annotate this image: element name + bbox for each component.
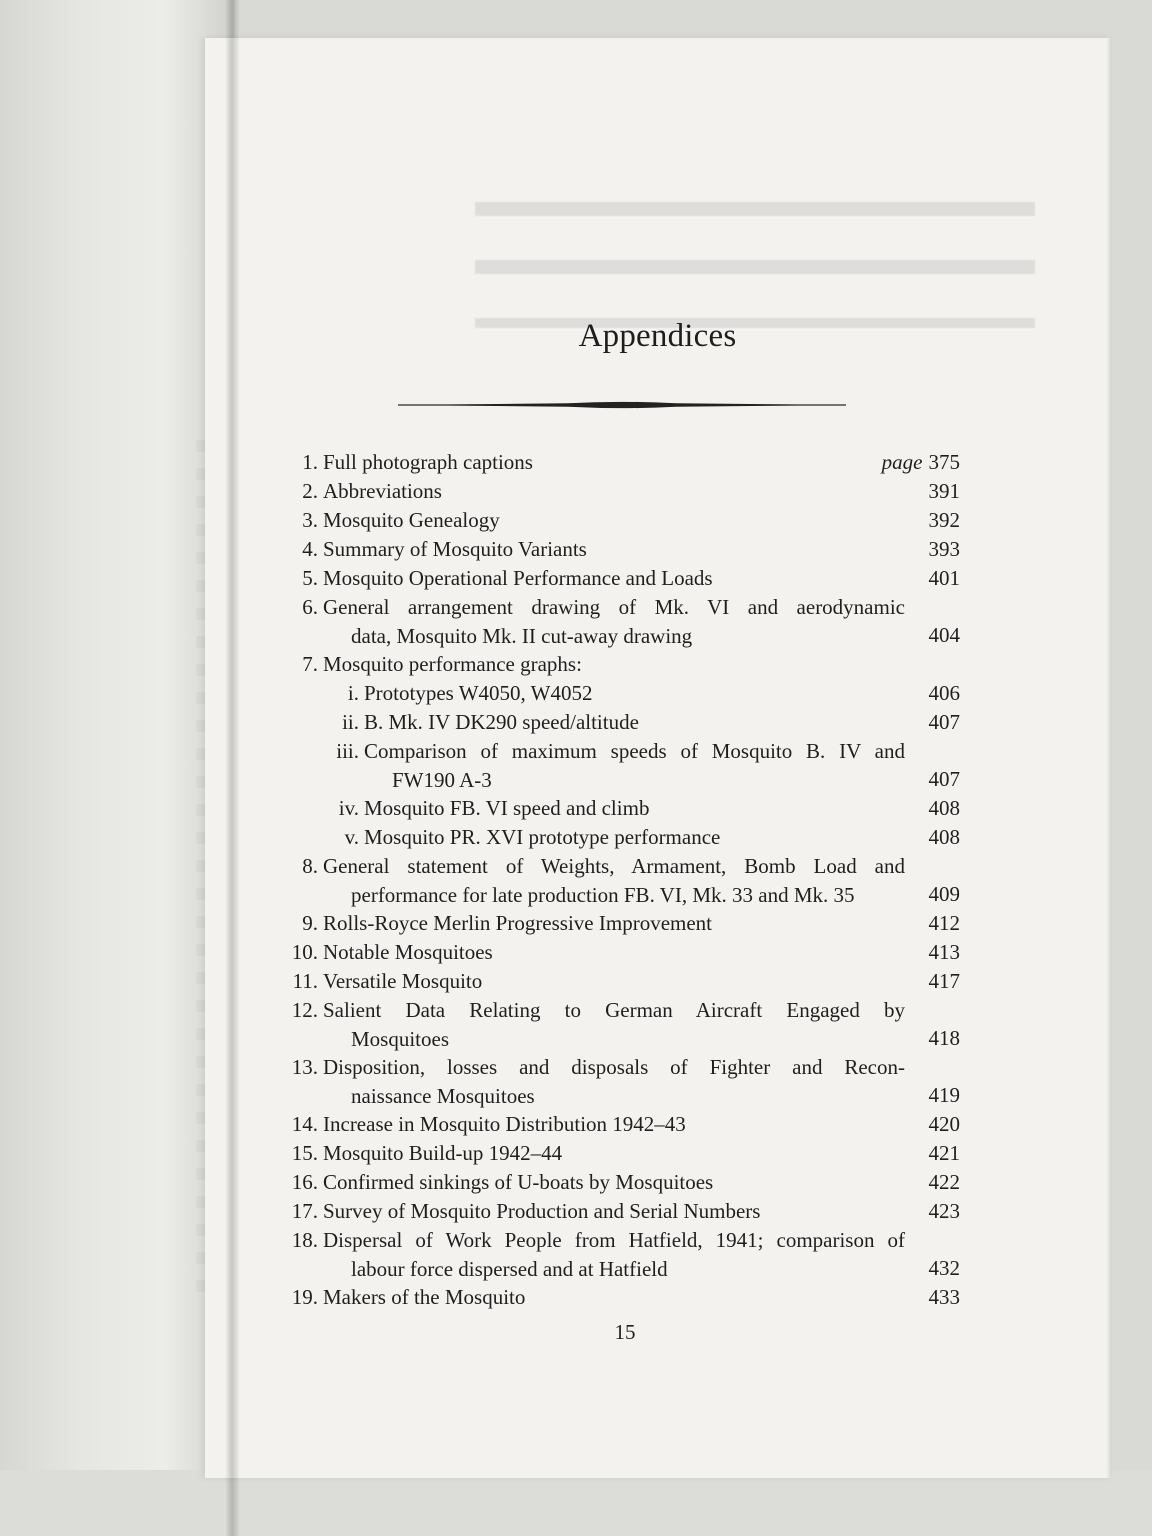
entry-page-number: [929, 1197, 961, 1226]
entry-number: 18.: [291, 1228, 318, 1252]
entry-title-line: Versatile Mosquito: [323, 969, 483, 993]
entry-number: 5.: [302, 566, 318, 590]
entry-title: [323, 477, 905, 506]
entry-page-number: [929, 679, 961, 708]
page-value: 422: [928, 1170, 960, 1194]
ornamental-rule: [398, 398, 846, 412]
entry-title: [323, 1197, 905, 1226]
entry-page-number: [929, 938, 961, 967]
entry-title-line: Salient Data Relating to German Aircraft Engaged by: [323, 998, 905, 1022]
contents-entry: [278, 794, 968, 823]
entry-page-number: [929, 880, 961, 909]
entry-title-line: Notable Mosquitoes: [323, 940, 493, 964]
page-value: 391: [928, 479, 960, 503]
entry-page-number: [929, 794, 961, 823]
entry-number: ii.: [342, 710, 359, 734]
contents-entry: [278, 1197, 968, 1226]
entry-title: [323, 938, 905, 967]
contents-entry: [278, 564, 968, 593]
entry-number: iv.: [338, 796, 359, 820]
entry-number: 12.: [291, 998, 318, 1022]
entry-title-line: Abbreviations: [323, 479, 442, 503]
entry-title-line: performance for late production FB. VI, Mk. 33 and Mk. 35: [351, 883, 855, 907]
contents-entry: [278, 593, 968, 650]
contents-entry: [278, 679, 968, 708]
entry-page-number: [929, 1024, 961, 1053]
entry-page-number: [882, 448, 960, 477]
entry-title: [364, 708, 905, 737]
page-value: 406: [928, 681, 960, 705]
entry-title-line: Dispersal of Work People from Hatfield, 1941; comparison of: [323, 1228, 905, 1252]
entry-title: [323, 535, 905, 564]
entry-page-number: [929, 823, 961, 852]
page-value: 432: [928, 1256, 960, 1280]
page-value: 392: [928, 508, 960, 532]
page-value: 407: [928, 767, 960, 791]
contents-entry: [278, 1139, 968, 1168]
page-number: 15: [614, 1320, 636, 1344]
entry-title-line: Disposition, losses and disposals of Fighter and Recon-: [323, 1055, 905, 1079]
entry-title-line: naissance Mosquitoes: [351, 1084, 535, 1108]
entry-number: 9.: [302, 911, 318, 935]
entry-title: [323, 1053, 905, 1111]
entry-page-number: [929, 909, 961, 938]
entry-page-number: [929, 477, 961, 506]
entry-title-line: Mosquito performance graphs:: [323, 652, 582, 676]
entry-page-number: [929, 621, 961, 650]
entry-title-line: Rolls-Royce Merlin Progressive Improvement: [323, 911, 713, 935]
entry-title: [364, 679, 905, 708]
entry-number: 7.: [302, 652, 318, 676]
entry-number: 6.: [302, 595, 318, 619]
contents-entry: [278, 535, 968, 564]
facing-page: [0, 0, 235, 1536]
entry-title-line: Mosquito PR. XVI prototype performance: [364, 825, 721, 849]
entry-number: 17.: [291, 1199, 318, 1223]
contents-entry: [278, 823, 968, 852]
entry-title: [323, 909, 905, 938]
page-value: 407: [928, 710, 960, 734]
contents-entry: [278, 909, 968, 938]
contents-entry: [278, 1110, 968, 1139]
page-value: 433: [928, 1285, 960, 1309]
entry-title: [323, 852, 905, 910]
entry-number: i.: [347, 681, 359, 705]
contents-entry: [278, 737, 968, 794]
contents-entry: [278, 506, 968, 535]
page-value: 401: [928, 566, 960, 590]
entry-page-number: [929, 708, 961, 737]
entry-title: [323, 1283, 905, 1312]
page-value: 419: [928, 1083, 960, 1107]
entry-number: 10.: [291, 940, 318, 964]
entry-page-number: [929, 967, 961, 996]
entry-title: [323, 1110, 905, 1139]
entry-title-line: Mosquito FB. VI speed and climb: [364, 796, 650, 820]
entry-title-line: General statement of Weights, Armament, Bomb Load and: [323, 854, 905, 878]
contents-entry: [278, 1283, 968, 1312]
entry-page-number: [929, 765, 961, 794]
entry-page-number: [929, 1254, 961, 1283]
entry-title: [364, 823, 905, 852]
entry-number: 1.: [302, 450, 318, 474]
entry-title: [323, 650, 905, 679]
entry-title: [323, 564, 905, 593]
entry-title: [323, 996, 905, 1054]
entry-title: [323, 1168, 905, 1197]
book-gutter: [225, 0, 239, 1536]
entry-page-number: [929, 1168, 961, 1197]
entry-title-line: General arrangement drawing of Mk. VI and aerodynamic: [323, 595, 905, 619]
page-value: 375: [928, 450, 960, 474]
entry-title-line: Full photograph captions: [323, 450, 533, 474]
page-value: 409: [928, 882, 960, 906]
entry-title-line: labour force dispersed and at Hatfield: [351, 1257, 668, 1281]
entry-number: 13.: [291, 1055, 318, 1079]
contents-entry: [278, 708, 968, 737]
entry-title: [323, 448, 905, 477]
entry-title-line: Summary of Mosquito Variants: [323, 537, 587, 561]
entry-page-number: [929, 564, 961, 593]
entry-title: [323, 1226, 905, 1284]
page-value: 404: [928, 623, 960, 647]
entry-number: 8.: [302, 854, 318, 878]
page-value: 423: [928, 1199, 960, 1223]
contents-entry: [278, 938, 968, 967]
entry-title: [323, 593, 905, 651]
contents-entry: [278, 448, 968, 477]
page-value: 412: [928, 911, 960, 935]
entry-title-line: data, Mosquito Mk. II cut-away drawing: [351, 624, 693, 648]
entry-title-line: Comparison of maximum speeds of Mosquito B. IV and: [364, 739, 905, 763]
page-value: 408: [928, 825, 960, 849]
entry-title-line: B. Mk. IV DK290 speed/altitude: [364, 710, 639, 734]
entry-title-line: Mosquitoes: [351, 1027, 450, 1051]
entry-number: 15.: [291, 1141, 318, 1165]
entry-page-number: [929, 506, 961, 535]
page-title: Appendices: [578, 318, 737, 354]
entry-title: [323, 967, 905, 996]
entry-title-line: Confirmed sinkings of U-boats by Mosquitoes: [323, 1170, 714, 1194]
entry-number: 11.: [292, 969, 318, 993]
contents-entry: [278, 967, 968, 996]
entry-title-line: Survey of Mosquito Production and Serial Numbers: [323, 1199, 761, 1223]
entry-title: [323, 506, 905, 535]
entry-title-line: Mosquito Build-up 1942–44: [323, 1141, 563, 1165]
contents-entry: [278, 852, 968, 909]
entry-page-number: [929, 1283, 961, 1312]
entry-title: [364, 794, 905, 823]
contents-entry: [278, 1168, 968, 1197]
contents-entry: [278, 996, 968, 1053]
entry-title-line: FW190 A-3: [392, 768, 492, 792]
entry-page-number: [929, 535, 961, 564]
entry-title: [323, 1139, 905, 1168]
page-value: 421: [928, 1141, 960, 1165]
entry-number: iii.: [336, 739, 359, 763]
entry-number: 16.: [291, 1170, 318, 1194]
entry-title-line: Makers of the Mosquito: [323, 1285, 526, 1309]
page-label: page: [881, 450, 923, 474]
entry-title-line: Mosquito Operational Performance and Loads: [323, 566, 713, 590]
page-value: 420: [928, 1112, 960, 1136]
entry-title-line: Increase in Mosquito Distribution 1942–43: [323, 1112, 686, 1136]
entry-number: 14.: [291, 1112, 318, 1136]
entry-title-line: Prototypes W4050, W4052: [364, 681, 593, 705]
entry-number: 2.: [302, 479, 318, 503]
contents-list: [278, 448, 968, 1312]
entry-title: [364, 737, 905, 795]
entry-number: 19.: [291, 1285, 318, 1309]
page-value: 418: [928, 1026, 960, 1050]
table-surface: [0, 1470, 1152, 1536]
entry-number: 3.: [302, 508, 318, 532]
contents-entry: [278, 650, 968, 679]
page-value: 417: [928, 969, 960, 993]
entry-number: 4.: [302, 537, 318, 561]
page-value: 408: [928, 796, 960, 820]
entry-page-number: [929, 1110, 961, 1139]
entry-page-number: [929, 1139, 961, 1168]
page-value: 393: [928, 537, 960, 561]
show-through-text: [475, 158, 1035, 328]
entry-page-number: [929, 1081, 961, 1110]
entry-number: v.: [344, 825, 359, 849]
contents-entry: [278, 1226, 968, 1283]
contents-entry: [278, 477, 968, 506]
contents-entry: [278, 1053, 968, 1110]
entry-title-line: Mosquito Genealogy: [323, 508, 500, 532]
page-value: 413: [928, 940, 960, 964]
